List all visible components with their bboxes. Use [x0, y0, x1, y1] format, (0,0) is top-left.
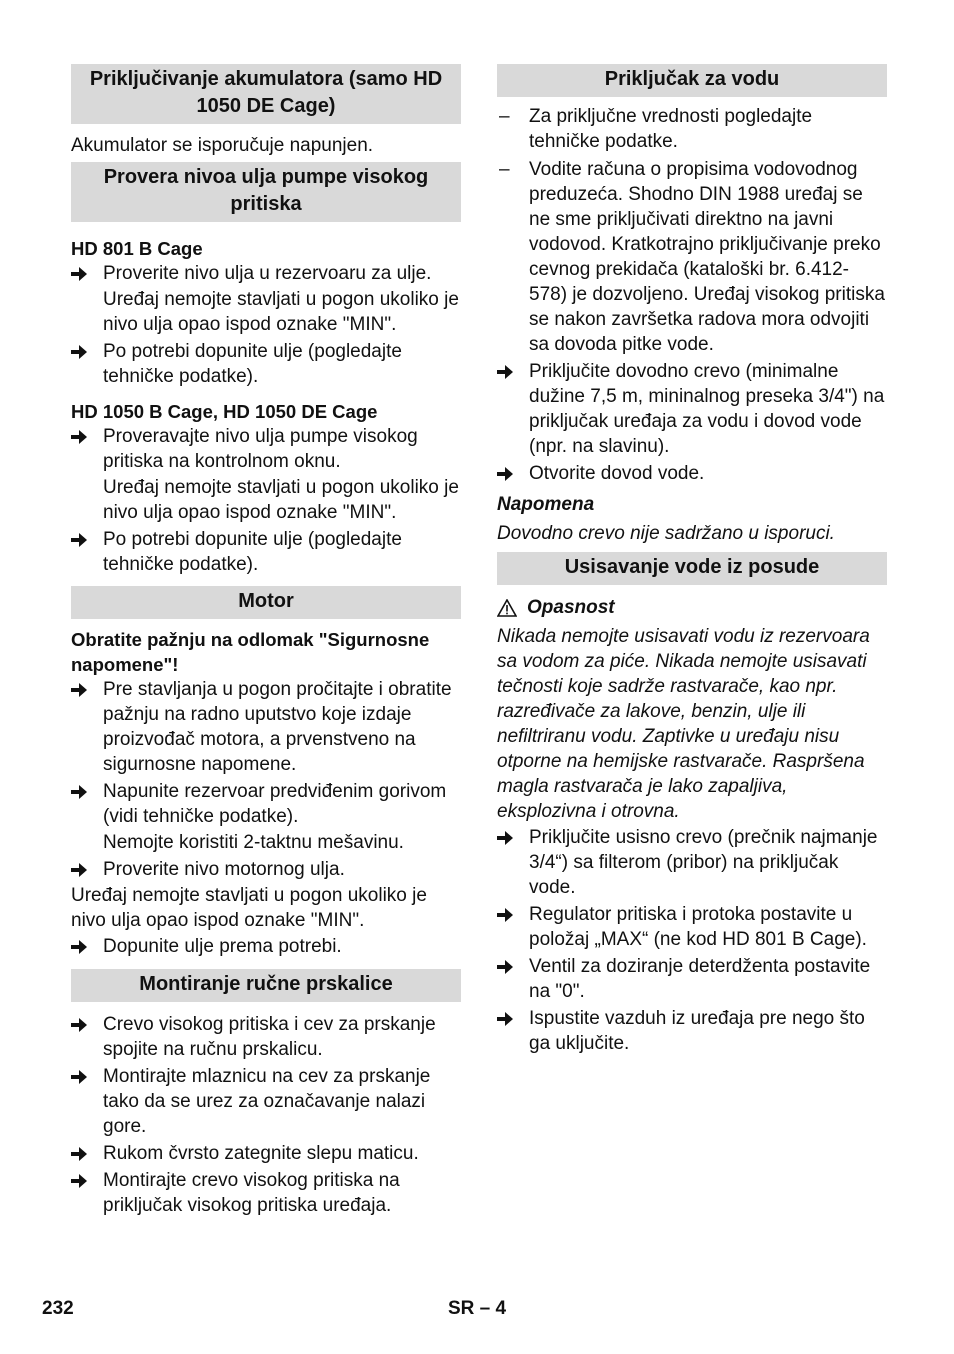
list-item: – Vodite računa o propisima vodovodnog preduzeća. Shodno DIN 1988 uređaj se ne sme priključivati direktno na javni vodovod. Kratkotrajno priključivanje preko cevnog prekidača (kataloški br. 6.412-578) je dozvoljeno. Uređaj visokog pritiska se nakon završetka radova mora odvojiti sa dovoda pitke vode. — [499, 159, 885, 355]
right-column — [497, 64, 887, 1056]
battery-text: Akumulator se isporučuje napunjen. — [71, 135, 374, 156]
section-heading-suction: Usisavanje vode iz posude — [497, 552, 887, 585]
arrow-right-icon — [71, 857, 97, 877]
arrow-right-icon — [71, 261, 97, 281]
list-item: Rukom čvrsto zategnite slepu maticu. — [71, 1141, 461, 1166]
subheading-safety: Obratite pažnju na odlomak "Sigurnosne napomene"! — [71, 629, 430, 675]
list-item: Dopunite ulje prema potrebi. — [71, 934, 461, 959]
arrow-right-icon — [71, 339, 97, 359]
list-item: Po potrebi dopunite ulje (pogledajte tehničke podatke). — [71, 527, 461, 577]
arrow-right-icon — [71, 1168, 97, 1188]
list-item: Proverite nivo motornog ulja. — [71, 857, 461, 882]
list-item: Crevo visokog pritiska i cev za prskanje spojite na ručnu prskalicu. — [71, 1012, 461, 1062]
list-item: – Za priključne vrednosti pogledajte tehničke podatke. — [499, 106, 813, 152]
dash-icon: – — [499, 159, 510, 180]
list-item-continuation: Uređaj nemojte stavljati u pogon ukoliko je nivo ulja opao ispod oznake "MIN". — [103, 477, 459, 523]
arrow-right-icon — [71, 1064, 97, 1084]
language-page-label: SR – 4 — [448, 1298, 507, 1319]
subheading-hd801: HD 801 B Cage — [71, 238, 203, 259]
left-column — [71, 64, 461, 1218]
arrow-right-icon — [497, 359, 523, 379]
arrow-right-icon — [71, 527, 97, 547]
section-heading-battery: Priključivanje akumulatora (samo HD 1050 DE Cage) — [71, 64, 461, 124]
list-item: Montirajte crevo visokog pritiska na priključak visokog pritiska uređaja. — [71, 1168, 461, 1218]
arrow-right-icon — [497, 954, 523, 974]
list-item: Priključite usisno crevo (prečnik najmanje 3/4“) sa filterom (pribor) na priključak vode. — [497, 825, 887, 900]
subheading-hd1050: HD 1050 B Cage, HD 1050 DE Cage — [71, 401, 378, 422]
arrow-right-icon — [497, 825, 523, 845]
arrow-right-icon — [71, 779, 97, 799]
section-heading-spray-gun: Montiranje ručne prskalice — [71, 969, 461, 1002]
page-number: 232 — [42, 1298, 74, 1319]
list-item-continuation: Uređaj nemojte stavljati u pogon ukoliko je nivo ulja opao ispod oznake "MIN". — [103, 289, 459, 335]
section-heading-water-connection: Priključak za vodu — [497, 64, 887, 97]
list-item: Proverite nivo ulja u rezervoaru za ulje. — [71, 261, 461, 286]
arrow-right-icon — [497, 461, 523, 481]
arrow-right-icon — [71, 1012, 97, 1032]
list-item: Regulator pritiska i protoka postavite u položaj „MAX“ (ne kod HD 801 B Cage). — [497, 902, 887, 952]
dash-icon: – — [499, 106, 510, 127]
arrow-right-icon — [71, 1141, 97, 1161]
motor-note-text: Uređaj nemojte stavljati u pogon ukoliko je nivo ulja opao ispod oznake "MIN". — [71, 885, 427, 931]
section-heading-motor: Motor — [71, 586, 461, 619]
arrow-right-icon — [71, 424, 97, 444]
list-item: Napunite rezervoar predviđenim gorivom (vidi tehničke podatke). — [71, 779, 461, 829]
list-item-continuation: Nemojte koristiti 2-taktnu mešavinu. — [103, 832, 404, 853]
list-item: Ispustite vazduh iz uređaja pre nego što ga uključite. — [497, 1006, 887, 1056]
warning-triangle-icon — [497, 599, 517, 617]
note-title: Napomena — [497, 494, 595, 515]
arrow-right-icon — [71, 934, 97, 954]
list-item: Montirajte mlaznicu na cev za prskanje tako da se urez za označavanje nalazi gore. — [71, 1064, 461, 1139]
arrow-right-icon — [71, 677, 97, 697]
section-heading-oil-check: Provera nivoa ulja pumpe visokog pritiska — [71, 162, 461, 222]
list-item: Pre stavljanja u pogon pročitajte i obratite pažnju na radno uputstvo koje izdaje proizvođač motora, a prvenstveno na sigurnosne napomene. — [71, 677, 461, 777]
warning-text: Nikada nemojte usisavati vodu iz rezervoara sa vodom za piće. Nikada nemojte usisavati tečnosti koje sadrže rastvarače, kao npr. razređivače za lakove, benzin, ulje ili nefiltriranu vodu. Zaptivke u uređaju nisu otporne na hemijske rastvarače. Raspršena magla rastvarača je lako zapaljiva, eksplozivna i otrovna. — [497, 626, 870, 822]
list-item: Priključite dovodno crevo (minimalne dužine 7,5 m, mininalnog preseka 3/4") na priključak uređaja za vodu i dovod vode (npr. na slavinu). — [497, 359, 887, 459]
arrow-right-icon — [497, 902, 523, 922]
warning-title: Opasnost — [497, 595, 887, 620]
list-item: Po potrebi dopunite ulje (pogledajte tehničke podatke). — [71, 339, 461, 389]
list-item: Ventil za doziranje deterdženta postavite na "0". — [497, 954, 887, 1004]
list-item: Otvorite dovod vode. — [497, 461, 887, 486]
arrow-right-icon — [497, 1006, 523, 1026]
note-text: Dovodno crevo nije sadržano u isporuci. — [497, 523, 835, 544]
list-item: Proveravajte nivo ulja pumpe visokog pritiska na kontrolnom oknu. — [71, 424, 461, 474]
